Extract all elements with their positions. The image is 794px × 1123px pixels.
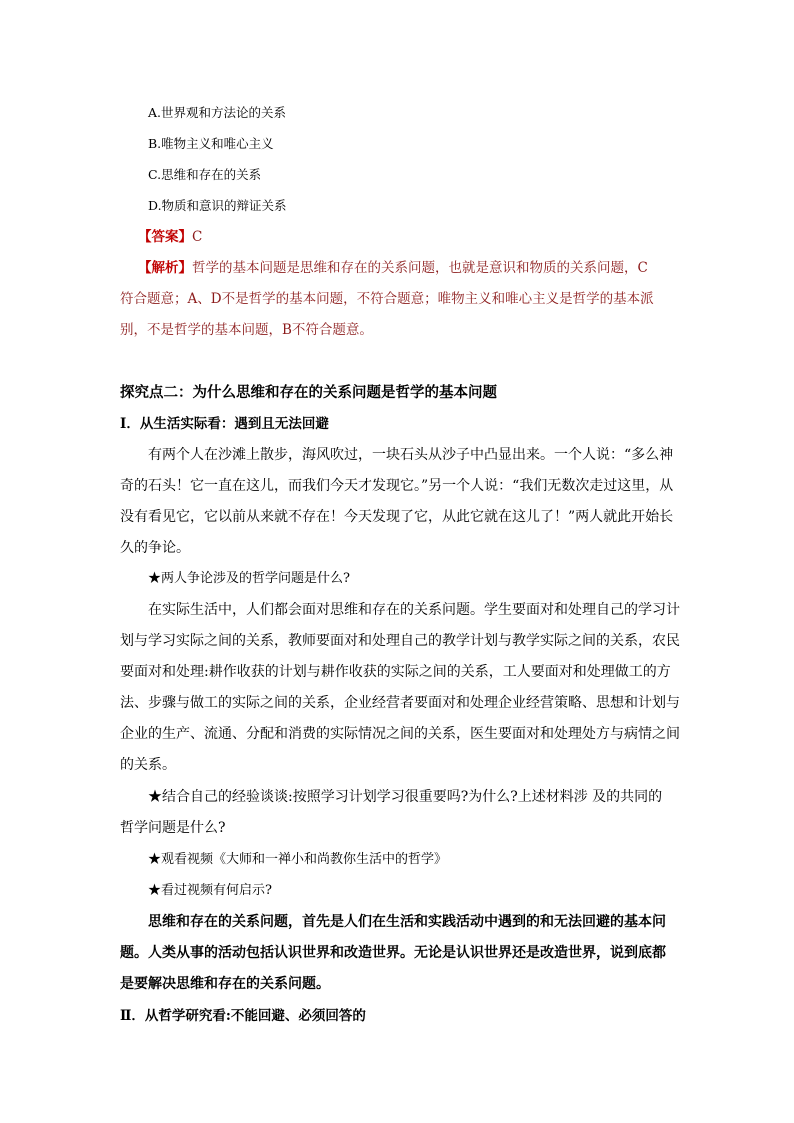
analysis-text-3: 别，不是哲学的基本问题，B不符合题意。 [120, 322, 373, 338]
analysis-line-1 [138, 258, 648, 278]
practice-line-4: 法、步骤与做工的实际之间的关系，企业经营者要面对和处理企业经营策略、思想和计划与 [120, 695, 680, 711]
analysis-label: 【解析】 [138, 260, 192, 276]
section-title: 探究点二：为什么思维和存在的关系问题是哲学的基本问题 [120, 384, 497, 401]
conclusion-line-3: 是要解决思维和存在的关系问题。 [120, 976, 330, 992]
subsection-1-title: Ⅰ．从生活实际看：遇到且无法回避 [120, 416, 329, 432]
story-line-2: 奇的石头！它一直在这儿，而我们今天才发现它。”另一个人说：“我们无数次走过这里，从 [120, 478, 674, 494]
conclusion-line-2: 题。人类从事的活动包括认识世界和改造世界。无论是认识世界还是改造世界，说到底都 [120, 945, 666, 961]
answer-line [138, 227, 202, 247]
answer-label: 【答案】 [138, 229, 192, 245]
practice-line-2: 划与学习实际之间的关系，教师要面对和处理自己的教学计划与教学实际之间的关系，农民 [120, 633, 680, 649]
option-a: A.世界观和方法论的关系 [148, 105, 287, 120]
analysis-text-1: 哲学的基本问题是思维和存在的关系问题，也就是意识和物质的关系问题，C [192, 260, 648, 276]
conclusion-line-1: 思维和存在的关系问题，首先是人们在生活和实践活动中遇到的和无法回避的基本问 [148, 914, 666, 930]
question-2-line-2: 哲学问题是什么? [120, 820, 226, 836]
story-line-4: 久的争论。 [120, 540, 190, 556]
answer-value: C [192, 229, 203, 245]
option-d: D.物质和意识的辩证关系 [148, 198, 287, 213]
question-4: ★看过视频有何启示? [148, 883, 272, 898]
question-2-line-1: ★结合自己的经验谈谈:按照学习计划学习很重要吗?为什么?上述材料涉 及的共同的 [148, 789, 663, 805]
question-3: ★观看视频《大师和一禅小和尚教你生活中的哲学》 [148, 852, 448, 867]
practice-line-6: 的关系。 [120, 757, 176, 773]
practice-line-3: 要面对和处理:耕作收获的计划与耕作收获的实际之间的关系，工人要面对和处理做工的方 [120, 664, 671, 680]
question-1: ★两人争论涉及的哲学问题是什么? [148, 571, 350, 586]
story-line-3: 没有看见它，它以前从来就不存在！今天发现了它，从此它就在这儿了！”两人就此开始长 [120, 509, 674, 525]
practice-line-5: 企业的生产、流通、分配和消费的实际情况之间的关系，医生要面对和处理处方与病情之间 [120, 726, 680, 742]
analysis-text-2: 符合题意；A、D不是哲学的基本问题，不符合题意；唯物主义和唯心主义是哲学的基本派 [120, 291, 654, 307]
subsection-2-title: Ⅱ．从哲学研究看:不能回避、必须回答的 [120, 1008, 366, 1024]
option-c: C.思维和存在的关系 [148, 167, 262, 182]
story-line-1: 有两个人在沙滩上散步，海风吹过，一块石头从沙子中凸显出来。一个人说：“多么神 [148, 447, 674, 463]
option-b: B.唯物主义和唯心主义 [148, 136, 274, 151]
practice-line-1: 在实际生活中，人们都会面对思维和存在的关系问题。学生要面对和处理自己的学习计 [148, 602, 680, 618]
